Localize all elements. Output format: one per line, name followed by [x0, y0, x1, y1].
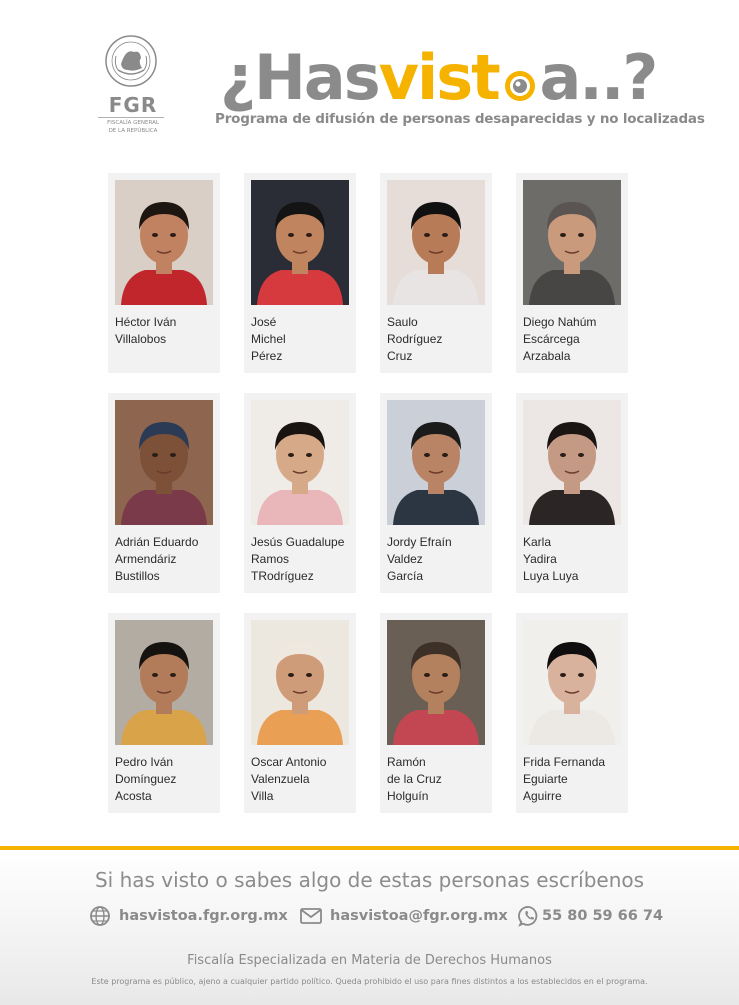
person-photo [523, 180, 621, 305]
person-name-line: Cruz [387, 349, 413, 363]
email-link[interactable]: hasvistoa@fgr.org.mx [330, 908, 508, 924]
person-photo [115, 400, 213, 525]
person-card [108, 393, 220, 593]
person-name-line: Héctor Iván [115, 315, 177, 329]
person-name [387, 314, 442, 365]
person-name-line: Escárcega [523, 332, 580, 346]
person-card [516, 613, 628, 813]
person-name [387, 754, 442, 805]
person-card [244, 393, 356, 593]
title-part-has: ¿Has [220, 41, 379, 114]
person-photo [251, 620, 349, 745]
globe-icon [89, 905, 111, 927]
person-photo [387, 620, 485, 745]
person-name-line: Rodríguez [387, 332, 443, 346]
person-name-line: Villalobos [115, 332, 167, 346]
agency-name-line2: DE LA REPÚBLICA [108, 128, 158, 134]
person-name-line: Ramos [251, 552, 290, 566]
person-name-line: Acosta [115, 789, 152, 803]
person-name [115, 754, 176, 805]
person-photo [251, 180, 349, 305]
person-photo [523, 620, 621, 745]
agency-divider [98, 117, 164, 118]
person-photo [251, 400, 349, 525]
person-name [523, 754, 605, 805]
person-name-line: Pedro Iván [115, 755, 174, 769]
person-name [115, 534, 198, 585]
envelope-icon [300, 908, 322, 924]
agency-name [96, 119, 170, 135]
person-name-line: de la Cruz [387, 772, 442, 786]
person-name-line: Eguiarte [523, 772, 568, 786]
person-name-line: Frida Fernanda [523, 755, 606, 769]
person-name-line: García [387, 569, 424, 583]
fgr-seal [104, 34, 158, 88]
person-photo [523, 400, 621, 525]
person-card [516, 393, 628, 593]
person-card [244, 173, 356, 373]
program-title [220, 40, 656, 116]
person-name-line: José [251, 315, 277, 329]
person-name-line: Pérez [251, 349, 283, 363]
footer-divider [0, 846, 739, 850]
website-contact[interactable] [89, 903, 288, 929]
person-name-line: Saulo [387, 315, 418, 329]
footer-call-to-action: Si has visto o sabes algo de estas personas escríbenos [94, 868, 645, 892]
person-name-line: Oscar Antonio [251, 755, 327, 769]
title-part-a: a..? [539, 41, 657, 114]
persons-grid [108, 173, 628, 813]
person-name [523, 314, 596, 365]
person-name-line: Jordy Efraín [387, 535, 452, 549]
person-name-line: Karla [523, 535, 552, 549]
person-name-line: Villa [251, 789, 274, 803]
person-name [387, 534, 452, 585]
agency-name-line1: FISCALÍA GENERAL [107, 120, 159, 126]
agency-acronym: FGR [108, 93, 158, 117]
person-name-line: Bustillos [115, 569, 160, 583]
eye-logo-icon [499, 40, 540, 116]
person-card [380, 393, 492, 593]
phone-contact[interactable] [518, 903, 663, 929]
person-name-line: Domínguez [115, 772, 177, 786]
person-card [108, 613, 220, 813]
person-name-line: Michel [251, 332, 286, 346]
email-contact[interactable] [300, 903, 508, 929]
person-card [108, 173, 220, 373]
person-name-line: Diego Nahúm [523, 315, 597, 329]
person-card [380, 173, 492, 373]
person-card [244, 613, 356, 813]
person-name [251, 754, 326, 805]
person-name [115, 314, 176, 348]
person-photo [387, 400, 485, 525]
person-name [251, 314, 286, 365]
phone-number[interactable]: 55 80 59 66 74 [542, 908, 664, 924]
title-part-vist: vist [378, 41, 499, 114]
person-name-line: Valenzuela [251, 772, 310, 786]
person-name-line: Valdez [387, 552, 423, 566]
person-name-line: Yadira [523, 552, 557, 566]
person-name [523, 534, 578, 585]
person-card [380, 613, 492, 813]
person-name [251, 534, 344, 585]
website-link[interactable]: hasvistoa.fgr.org.mx [119, 908, 288, 924]
person-name-line: TRodríguez [251, 569, 314, 583]
person-card [516, 173, 628, 373]
person-photo [115, 180, 213, 305]
person-name-line: Holguín [387, 789, 429, 803]
office-name: Fiscalía Especializada en Materia de Derechos Humanos [187, 953, 552, 968]
person-name-line: Jesús Guadalupe [251, 535, 345, 549]
person-name-line: Ramón [387, 755, 426, 769]
person-name-line: Armendáriz [115, 552, 177, 566]
person-photo [387, 180, 485, 305]
program-subtitle: Programa de difusión de personas desaparecidas y no localizadas [215, 111, 705, 127]
legal-notice: Este programa es público, ajeno a cualquier partido político. Queda prohibido el uso para fines distintos a los establecidos en el programa. [91, 977, 648, 986]
person-name-line: Aguirre [523, 789, 562, 803]
person-name-line: Arzabala [523, 349, 571, 363]
person-photo [115, 620, 213, 745]
person-name-line: Adrián Eduardo [115, 535, 199, 549]
whatsapp-icon [518, 905, 540, 927]
person-name-line: Luya Luya [523, 569, 579, 583]
